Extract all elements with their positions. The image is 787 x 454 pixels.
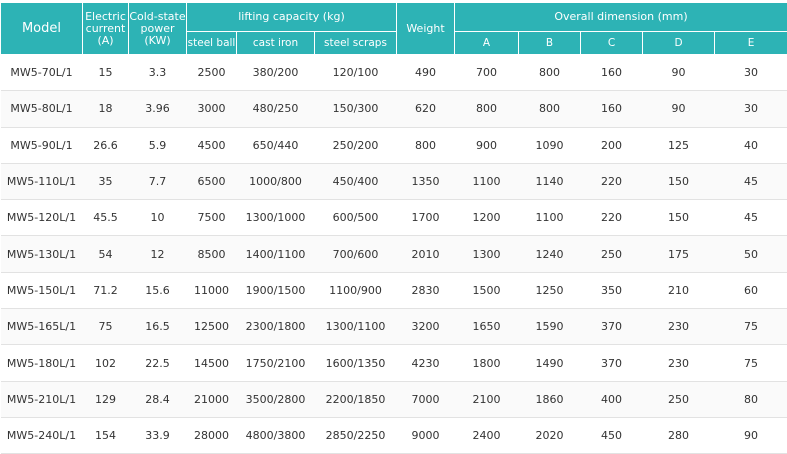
dim-b-cell: 1590: [519, 309, 581, 345]
weight-cell: 2830: [397, 272, 455, 308]
dim-d-cell: 230: [643, 345, 715, 381]
table-row: [1, 236, 787, 272]
table-body: [1, 55, 787, 454]
weight-cell: 1700: [397, 200, 455, 236]
steel-scraps-cell: 1300/1100: [315, 309, 397, 345]
dim-b-cell: 1100: [519, 200, 581, 236]
steel-scraps-header: steel scraps: [315, 32, 397, 55]
table-row: [1, 200, 787, 236]
cast-iron-cell: 1750/2100: [237, 345, 315, 381]
dim-a-cell: 2100: [455, 381, 519, 417]
dim-e-header: E: [715, 32, 787, 55]
dim-a-cell: 800: [455, 91, 519, 127]
power-cell: 3.96: [129, 91, 187, 127]
steel-ball-cell: 7500: [187, 200, 237, 236]
cast-iron-cell: 1000/800: [237, 163, 315, 199]
steel-ball-cell: 6500: [187, 163, 237, 199]
steel-ball-header: steel ball: [187, 32, 237, 55]
steel-ball-cell: 21000: [187, 381, 237, 417]
cast-iron-cell: 1900/1500: [237, 272, 315, 308]
dim-a-cell: 2400: [455, 417, 519, 453]
current-cell: 129: [83, 381, 129, 417]
dim-c-cell: 370: [581, 309, 643, 345]
dim-e-cell: 45: [715, 163, 787, 199]
dim-c-cell: 160: [581, 91, 643, 127]
dim-a-cell: 1100: [455, 163, 519, 199]
steel-scraps-cell: 2200/1850: [315, 381, 397, 417]
model-cell: MW5-120L/1: [1, 200, 83, 236]
dim-d-cell: 90: [643, 55, 715, 91]
table-row: [1, 381, 787, 417]
steel-scraps-cell: 450/400: [315, 163, 397, 199]
dim-a-cell: 1300: [455, 236, 519, 272]
dim-c-cell: 220: [581, 200, 643, 236]
cast-iron-cell: 3500/2800: [237, 381, 315, 417]
current-cell: 154: [83, 417, 129, 453]
dim-e-cell: 80: [715, 381, 787, 417]
current-cell: 35: [83, 163, 129, 199]
lifting-capacity-header: lifting capacity (kg): [187, 3, 397, 32]
cast-iron-cell: 650/440: [237, 127, 315, 163]
weight-cell: 4230: [397, 345, 455, 381]
dim-c-cell: 370: [581, 345, 643, 381]
model-cell: MW5-130L/1: [1, 236, 83, 272]
dim-a-cell: 900: [455, 127, 519, 163]
table-row: [1, 417, 787, 453]
dim-b-cell: 800: [519, 55, 581, 91]
dim-e-cell: 75: [715, 345, 787, 381]
weight-cell: 490: [397, 55, 455, 91]
table-row: [1, 127, 787, 163]
current-cell: 26.6: [83, 127, 129, 163]
cast-iron-cell: 2300/1800: [237, 309, 315, 345]
steel-ball-cell: 11000: [187, 272, 237, 308]
cast-iron-cell: 380/200: [237, 55, 315, 91]
cast-iron-cell: 4800/3800: [237, 417, 315, 453]
steel-ball-cell: 8500: [187, 236, 237, 272]
model-header: Model: [1, 3, 83, 55]
current-cell: 18: [83, 91, 129, 127]
power-cell: 22.5: [129, 345, 187, 381]
current-cell: 102: [83, 345, 129, 381]
dim-b-cell: 800: [519, 91, 581, 127]
cast-iron-cell: 1300/1000: [237, 200, 315, 236]
dim-d-cell: 150: [643, 200, 715, 236]
dim-e-cell: 45: [715, 200, 787, 236]
steel-ball-cell: 12500: [187, 309, 237, 345]
dim-e-cell: 30: [715, 55, 787, 91]
dim-d-cell: 280: [643, 417, 715, 453]
steel-ball-cell: 2500: [187, 55, 237, 91]
steel-ball-cell: 4500: [187, 127, 237, 163]
steel-scraps-cell: 600/500: [315, 200, 397, 236]
dim-d-cell: 150: [643, 163, 715, 199]
dim-e-cell: 40: [715, 127, 787, 163]
dim-d-header: D: [643, 32, 715, 55]
model-cell: MW5-80L/1: [1, 91, 83, 127]
specification-table: [0, 2, 787, 454]
dim-a-cell: 1650: [455, 309, 519, 345]
cast-iron-cell: 480/250: [237, 91, 315, 127]
dim-c-cell: 400: [581, 381, 643, 417]
dim-b-cell: 1090: [519, 127, 581, 163]
table-row: [1, 55, 787, 91]
dim-e-cell: 60: [715, 272, 787, 308]
current-cell: 45.5: [83, 200, 129, 236]
weight-cell: 620: [397, 91, 455, 127]
power-cell: 3.3: [129, 55, 187, 91]
power-cell: 28.4: [129, 381, 187, 417]
model-cell: MW5-210L/1: [1, 381, 83, 417]
dim-e-cell: 90: [715, 417, 787, 453]
dim-a-cell: 1500: [455, 272, 519, 308]
cast-iron-cell: 1400/1100: [237, 236, 315, 272]
dim-d-cell: 125: [643, 127, 715, 163]
current-cell: 15: [83, 55, 129, 91]
dim-d-cell: 230: [643, 309, 715, 345]
current-cell: 75: [83, 309, 129, 345]
steel-ball-cell: 28000: [187, 417, 237, 453]
table-row: [1, 272, 787, 308]
weight-cell: 800: [397, 127, 455, 163]
overall-dimension-header: Overall dimension (mm): [455, 3, 787, 32]
model-cell: MW5-180L/1: [1, 345, 83, 381]
dim-c-cell: 350: [581, 272, 643, 308]
dim-a-header: A: [455, 32, 519, 55]
steel-scraps-cell: 700/600: [315, 236, 397, 272]
steel-scraps-cell: 150/300: [315, 91, 397, 127]
dim-c-cell: 220: [581, 163, 643, 199]
steel-scraps-cell: 1600/1350: [315, 345, 397, 381]
dim-c-cell: 250: [581, 236, 643, 272]
power-cell: 15.6: [129, 272, 187, 308]
weight-cell: 3200: [397, 309, 455, 345]
dim-c-cell: 200: [581, 127, 643, 163]
model-cell: MW5-150L/1: [1, 272, 83, 308]
dim-b-cell: 2020: [519, 417, 581, 453]
dim-b-cell: 1140: [519, 163, 581, 199]
dim-a-cell: 1800: [455, 345, 519, 381]
current-cell: 71.2: [83, 272, 129, 308]
dim-a-cell: 700: [455, 55, 519, 91]
steel-scraps-cell: 250/200: [315, 127, 397, 163]
dim-e-cell: 30: [715, 91, 787, 127]
dim-d-cell: 210: [643, 272, 715, 308]
table-row: [1, 163, 787, 199]
dim-d-cell: 90: [643, 91, 715, 127]
model-cell: MW5-240L/1: [1, 417, 83, 453]
power-cell: 16.5: [129, 309, 187, 345]
weight-cell: 7000: [397, 381, 455, 417]
model-cell: MW5-165L/1: [1, 309, 83, 345]
dim-b-cell: 1250: [519, 272, 581, 308]
dim-b-header: B: [519, 32, 581, 55]
power-header: Cold-state power (KW): [129, 3, 187, 55]
model-cell: MW5-110L/1: [1, 163, 83, 199]
weight-cell: 9000: [397, 417, 455, 453]
cast-iron-header: cast iron: [237, 32, 315, 55]
weight-header: Weight: [397, 3, 455, 55]
model-cell: MW5-90L/1: [1, 127, 83, 163]
steel-scraps-cell: 2850/2250: [315, 417, 397, 453]
weight-cell: 2010: [397, 236, 455, 272]
table-row: [1, 91, 787, 127]
dim-b-cell: 1860: [519, 381, 581, 417]
current-header: Electric current (A): [83, 3, 129, 55]
current-cell: 54: [83, 236, 129, 272]
steel-scraps-cell: 120/100: [315, 55, 397, 91]
dim-c-header: C: [581, 32, 643, 55]
steel-scraps-cell: 1100/900: [315, 272, 397, 308]
table-row: [1, 309, 787, 345]
power-cell: 33.9: [129, 417, 187, 453]
dim-e-cell: 50: [715, 236, 787, 272]
dim-e-cell: 75: [715, 309, 787, 345]
dim-b-cell: 1240: [519, 236, 581, 272]
model-cell: MW5-70L/1: [1, 55, 83, 91]
weight-cell: 1350: [397, 163, 455, 199]
power-cell: 10: [129, 200, 187, 236]
table-row: [1, 345, 787, 381]
dim-d-cell: 175: [643, 236, 715, 272]
dim-b-cell: 1490: [519, 345, 581, 381]
dim-c-cell: 450: [581, 417, 643, 453]
dim-c-cell: 160: [581, 55, 643, 91]
steel-ball-cell: 3000: [187, 91, 237, 127]
power-cell: 12: [129, 236, 187, 272]
power-cell: 7.7: [129, 163, 187, 199]
steel-ball-cell: 14500: [187, 345, 237, 381]
power-cell: 5.9: [129, 127, 187, 163]
dim-d-cell: 250: [643, 381, 715, 417]
dim-a-cell: 1200: [455, 200, 519, 236]
